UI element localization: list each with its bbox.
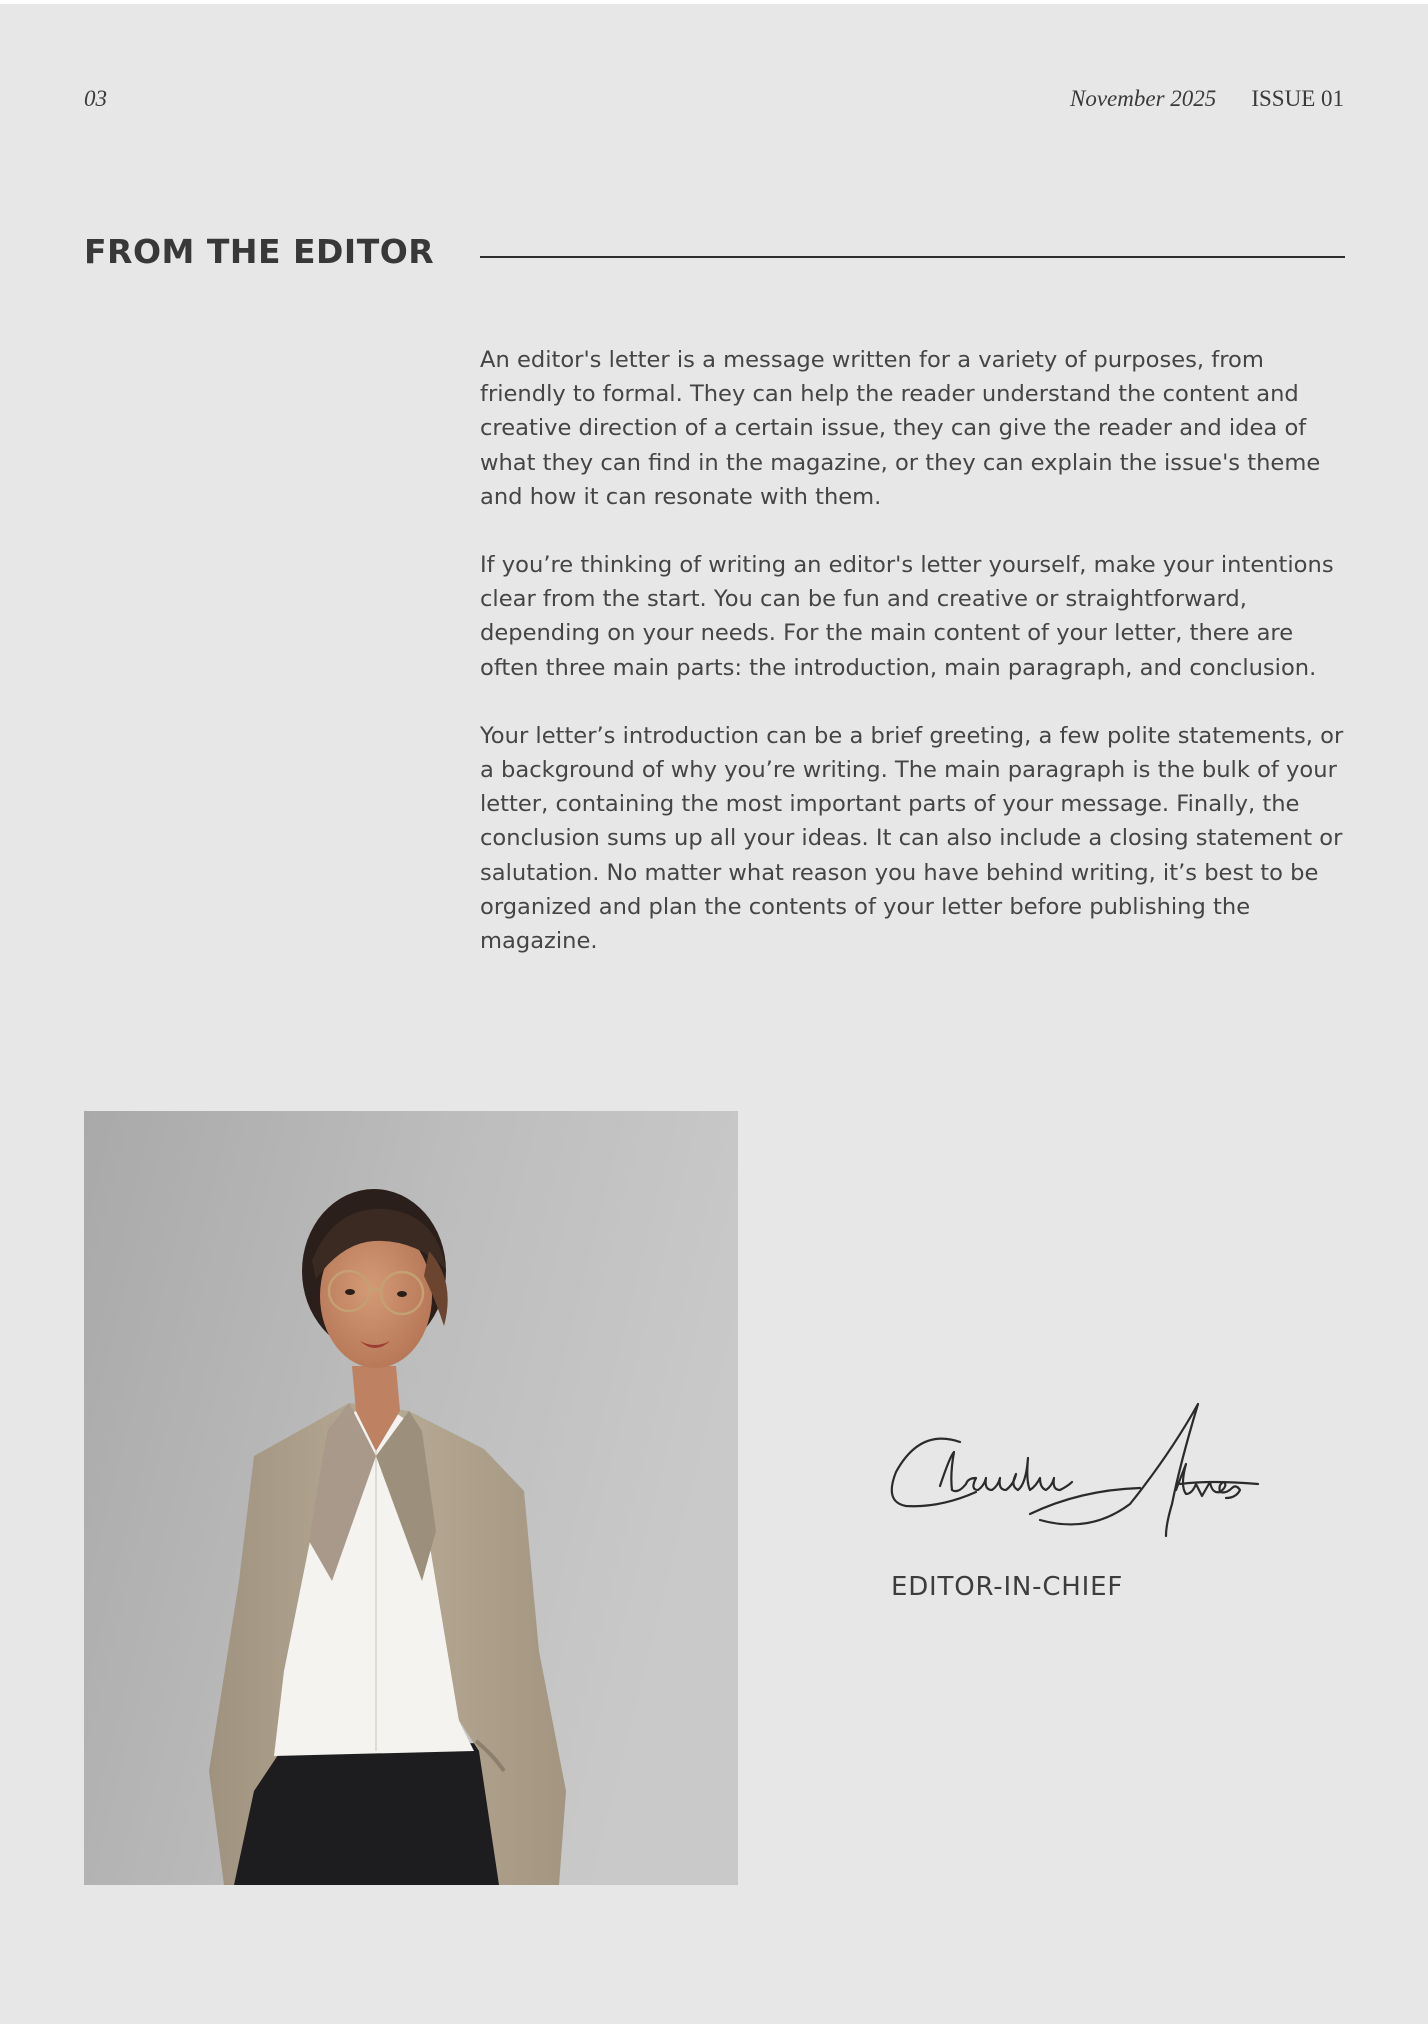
editor-role: EDITOR-IN-CHIEF: [891, 1572, 1124, 1602]
letter-paragraph: Your letter’s introduction can be a brief greeting, a few polite statements, or a background of why you’re writing. The main paragraph is the bulk of your letter, containing the most important parts of your message. Finally, the conclusion sums up all your ideas. It can also include a closing statement or salutation. No matter what reason you have behind writing, it’s best to be organized and plan the contents of your letter before publishing the magazine.: [480, 722, 1344, 955]
letter-paragraph: If you’re thinking of writing an editor's letter yourself, make your intentions clear from the start. You can be fun and creative or straightforward, depending on your needs. For the main content of your letter, there are often three main parts: the introduction, main paragraph, and conclusion.: [480, 552, 1334, 681]
title-divider: [480, 256, 1345, 258]
magazine-page: [0, 4, 1428, 2024]
editor-letter-body: [480, 343, 1350, 992]
issue-date: November 2025: [1070, 86, 1217, 111]
issue-number: ISSUE 01: [1251, 86, 1344, 111]
letter-paragraph: An editor's letter is a message written for a variety of purposes, from friendly to formal. They can help the reader understand the content and creative direction of a certain issue, they can give the reader and idea of what they can find in the magazine, or they can explain the issue's theme and how it can resonate with them.: [480, 347, 1321, 510]
editor-signature: [880, 1394, 1260, 1554]
section-title: FROM THE EDITOR: [84, 232, 435, 271]
page-number: 03: [84, 86, 107, 111]
editor-portrait-photo: [84, 1111, 738, 1885]
